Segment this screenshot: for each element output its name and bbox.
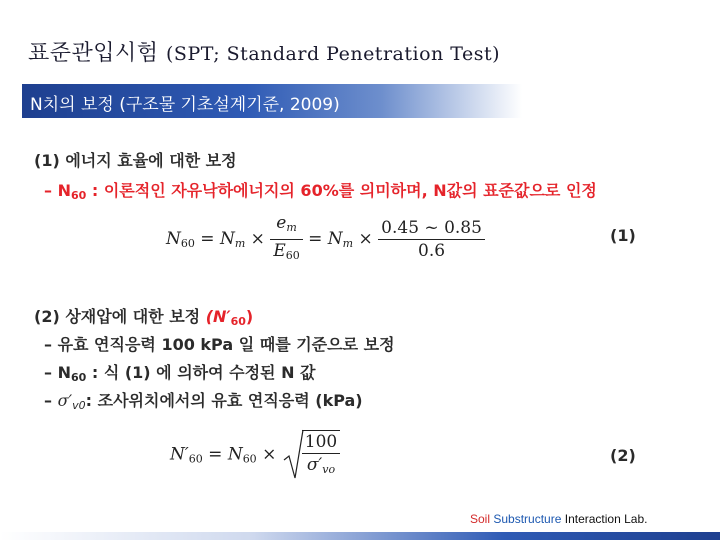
bullet2-var-sub: 60 [70, 371, 87, 384]
subtitle-band [22, 84, 522, 118]
eq1-em-sub: m [286, 221, 297, 234]
bullet-text: : 이론적인 자유낙하에너지의 60%를 의미하며, N값의 표준값으로 인정 [86, 181, 597, 200]
eq1-nm-sub: m [234, 237, 246, 250]
section1-heading: (1) 에너지 효율에 대한 보정 [34, 151, 237, 170]
eq2-lhs: N′ [170, 444, 189, 465]
section2-bullet-2 [44, 360, 316, 384]
eq1-nm: N [219, 229, 235, 249]
eq2-fraction [302, 430, 340, 481]
equation-1 [166, 212, 485, 267]
eq1-nm2: N [327, 229, 343, 249]
bullet2-var: N [57, 363, 71, 382]
eq2-den-sub: vo [322, 462, 336, 476]
bullet3-text: : 조사위치에서의 유효 연직응력 (kPa) [85, 391, 363, 410]
bullet3-var: σ′ [57, 391, 73, 410]
bullet2-dash: – [44, 363, 58, 382]
page-title-korean: 표준관입시험 [28, 41, 159, 66]
section2-heading-text: (2) 상재압에 대한 보정 [34, 307, 206, 326]
eq1-e60: E [273, 241, 286, 261]
equation-2-label: (2) [610, 446, 636, 465]
bottom-gradient-bar [0, 532, 720, 540]
eq2-lhs-sub: 60 [188, 452, 203, 466]
footer-soil: Soil [470, 512, 491, 526]
eq2-den: σ′ [306, 454, 323, 475]
eq1-em-fraction [270, 212, 302, 267]
eq2-num: 100 [302, 431, 340, 454]
section2-heading-var-close: ) [245, 307, 254, 326]
eq2-eq: = [202, 444, 228, 465]
bullet3-var-sub: v0 [72, 399, 86, 412]
eq1-lhs-sub: 60 [180, 237, 195, 250]
sqrt-radical [282, 428, 340, 482]
eq1-ratio-den: 0.6 [418, 241, 446, 261]
footer-rest: Interaction Lab. [564, 512, 648, 526]
equation-1-label: (1) [610, 226, 636, 245]
eq1-times: × [245, 229, 271, 249]
section2-heading-var: (N′ [205, 307, 231, 326]
eq1-em: e [276, 213, 287, 233]
eq1-times2: × [353, 229, 379, 249]
eq2-n60: N [227, 444, 243, 465]
eq1-eq2: = [302, 229, 328, 249]
eq1-ratio-fraction [378, 217, 485, 262]
eq1-e60-sub: 60 [285, 249, 300, 262]
footer-substructure: Substructure [493, 512, 562, 526]
bullet-var-sub: 60 [70, 189, 87, 202]
eq2-n60-sub: 60 [242, 452, 257, 466]
bullet-dash: – [44, 181, 58, 200]
page-title [28, 36, 500, 67]
eq1-eq: = [194, 229, 220, 249]
bullet-var: N [57, 181, 71, 200]
section2-heading [34, 304, 253, 328]
section2-heading-var-sub: 60 [230, 315, 246, 328]
section1-bullet [44, 178, 597, 202]
bullet2-text: : 식 (1) 에 의하여 수정된 N 값 [86, 363, 316, 382]
bullet3-dash: – [44, 391, 58, 410]
equation-2 [170, 428, 340, 482]
section2-bullet-3 [44, 388, 363, 412]
eq2-times: × [256, 444, 282, 465]
eq1-lhs: N [166, 229, 181, 249]
subtitle-text: N치의 보정 (구조물 기초설계기준, 2009) [30, 95, 340, 115]
eq1-ratio-num: 0.45 ~ 0.85 [378, 217, 485, 240]
eq1-nm2-sub: m [342, 237, 354, 250]
sqrt-sign-icon [282, 428, 304, 482]
section2-bullet-1: – 유효 연직응력 100 kPa 일 때를 기준으로 보정 [44, 335, 395, 354]
page-title-english: (SPT; Standard Penetration Test) [166, 43, 501, 65]
footer-lab-name [470, 512, 647, 526]
